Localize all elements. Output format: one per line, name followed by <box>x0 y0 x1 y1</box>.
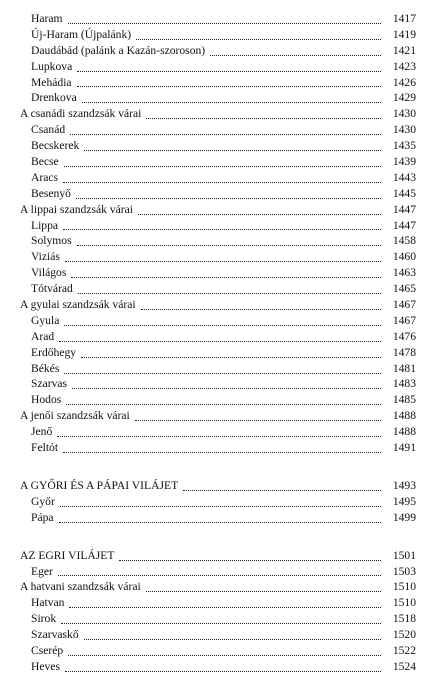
toc-entry <box>20 313 416 329</box>
toc-entry-line <box>31 440 416 456</box>
toc-entry <box>20 510 416 526</box>
dot-leader <box>58 575 381 576</box>
toc-entry-page-number: 1419 <box>392 27 416 41</box>
toc-entry-title: Mehádia <box>31 75 72 89</box>
dot-leader <box>72 388 381 389</box>
toc-entry-line <box>31 233 416 249</box>
toc-entry-page-number: 1439 <box>392 155 416 169</box>
toc-entry-title: Jenő <box>31 425 53 439</box>
toc-entry-title: Szarvas <box>31 377 68 391</box>
toc-entry-page-number: 1481 <box>392 361 416 375</box>
dot-leader <box>60 506 381 507</box>
toc-entry-title: Viziás <box>31 250 60 264</box>
toc-entry <box>20 627 416 643</box>
toc-entry-line <box>31 392 416 408</box>
toc-entry-page-number: 1485 <box>392 393 416 407</box>
toc-entry <box>20 265 416 281</box>
toc-entry-title: Aracs <box>31 170 59 184</box>
toc-entry-title: Cserép <box>31 643 64 657</box>
toc-entry-line <box>31 281 416 297</box>
toc-entry-page-number: 1488 <box>392 409 416 423</box>
toc-entry-title: Becse <box>31 155 59 169</box>
toc-entry-page-number: 1447 <box>392 218 416 232</box>
dot-leader <box>138 214 381 215</box>
dot-leader <box>77 71 381 72</box>
toc-section-entry <box>20 106 416 122</box>
toc-entry <box>20 27 416 43</box>
dot-leader <box>146 591 381 592</box>
toc-entry <box>20 233 416 249</box>
toc-entry-line <box>31 595 416 611</box>
toc-entry-line <box>31 90 416 106</box>
toc-entry-page-number: 1443 <box>392 170 416 184</box>
toc-entry-line <box>20 408 416 424</box>
toc-entry <box>20 329 416 345</box>
toc-entry <box>20 154 416 170</box>
toc-entry-line <box>31 154 416 170</box>
dot-leader <box>66 404 381 405</box>
toc-entry-page-number: 1518 <box>392 612 416 626</box>
toc-entry-line <box>31 659 416 675</box>
dot-leader <box>68 655 381 656</box>
toc-entry-page-number: 1467 <box>392 313 416 327</box>
toc-entry-title: Tótvárad <box>31 282 73 296</box>
toc-entry-page-number: 1495 <box>392 494 416 508</box>
toc-entry-page-number: 1493 <box>392 478 416 492</box>
dot-leader <box>146 118 381 119</box>
toc-section-entry <box>20 579 416 595</box>
toc-entry-page-number: 1463 <box>392 266 416 280</box>
toc-entry-page-number: 1421 <box>392 43 416 57</box>
dot-leader <box>70 134 381 135</box>
toc-entry-title: Új-Haram (Újpalánk) <box>31 27 132 41</box>
dot-leader <box>84 150 381 151</box>
toc-entry-page-number: 1435 <box>392 139 416 153</box>
dot-leader <box>68 23 381 24</box>
toc-entry-page-number: 1522 <box>392 643 416 657</box>
dot-leader <box>119 560 381 561</box>
toc-entry-line <box>31 361 416 377</box>
toc-entry <box>20 643 416 659</box>
toc-entry-title: A jenői szandzsák várai <box>20 409 130 423</box>
dot-leader <box>77 86 381 87</box>
toc-entry-title: A csanádi szandzsák várai <box>20 107 142 121</box>
toc-entry <box>20 345 416 361</box>
toc-entry <box>20 281 416 297</box>
dot-leader <box>141 309 381 310</box>
toc-entry-line <box>31 265 416 281</box>
toc-entry-title: Daudábád (palánk a Kazán-szoroson) <box>31 43 206 57</box>
toc-entry-title: A GYŐRI ÉS A PÁPAI VILÁJET <box>20 478 179 492</box>
dot-leader <box>81 357 381 358</box>
toc-entry-title: Solymos <box>31 234 72 248</box>
toc-entry-title: Pápa <box>31 510 54 524</box>
toc-entry-title: Lupkova <box>31 59 73 73</box>
toc-entry-page-number: 1430 <box>392 123 416 137</box>
toc-entry-page-number: 1465 <box>392 282 416 296</box>
dot-leader <box>71 277 381 278</box>
toc-entry <box>20 361 416 377</box>
toc-entry-title: Lippa <box>31 218 59 232</box>
toc-entry-line <box>20 297 416 313</box>
toc-entry-title: Csanád <box>31 123 66 137</box>
toc-entry-line <box>31 11 416 27</box>
toc-entry-page-number: 1426 <box>392 75 416 89</box>
toc-entry-line <box>31 643 416 659</box>
toc-entry-page-number: 1483 <box>392 377 416 391</box>
toc-entry-title: Gyula <box>31 313 60 327</box>
toc-entry-title: Hatvan <box>31 596 65 610</box>
dot-leader <box>69 607 381 608</box>
toc-entry <box>20 218 416 234</box>
toc-entry-title: Eger <box>31 564 53 578</box>
toc-entry-title: Erdőhegy <box>31 345 77 359</box>
toc-entry-line <box>31 138 416 154</box>
toc-entry-page-number: 1429 <box>392 91 416 105</box>
toc-entry-title: Győr <box>31 494 55 508</box>
toc-entry-line <box>31 170 416 186</box>
toc-entry-page-number: 1510 <box>392 596 416 610</box>
dot-leader <box>136 39 381 40</box>
dot-leader <box>64 166 381 167</box>
toc-entry <box>20 43 416 59</box>
toc-entry-title: A lippai szandzsák várai <box>20 202 133 216</box>
toc-entry-line <box>31 59 416 75</box>
toc-section-entry <box>20 297 416 313</box>
toc-entry <box>20 494 416 510</box>
dot-leader <box>210 55 381 56</box>
toc-entry <box>20 376 416 392</box>
dot-leader <box>61 623 381 624</box>
toc-entry-line <box>31 510 416 526</box>
toc-entry <box>20 440 416 456</box>
toc-entry-title: Besenyő <box>31 186 71 200</box>
dot-leader <box>63 452 381 453</box>
toc-section-entry <box>20 548 416 564</box>
toc-entry-line <box>31 329 416 345</box>
dot-leader <box>63 229 381 230</box>
toc-entry-line <box>20 202 416 218</box>
toc-entry-page-number: 1467 <box>392 298 416 312</box>
toc-entry-line <box>31 627 416 643</box>
toc-entry-line <box>31 494 416 510</box>
toc-section-entry <box>20 478 416 494</box>
toc-entry-title: AZ EGRI VILÁJET <box>20 548 115 562</box>
toc-entry-page-number: 1423 <box>392 59 416 73</box>
toc-entry <box>20 186 416 202</box>
dot-leader <box>77 245 381 246</box>
toc-entry-line <box>31 218 416 234</box>
toc-entry <box>20 392 416 408</box>
dot-leader <box>82 102 381 103</box>
dot-leader <box>65 671 381 672</box>
toc-section-entry <box>20 202 416 218</box>
toc-entry <box>20 59 416 75</box>
toc-entry-line <box>31 313 416 329</box>
toc-entry <box>20 90 416 106</box>
dot-leader <box>183 490 381 491</box>
toc-entry-title: Drenkova <box>31 91 77 105</box>
toc-entry-line <box>20 548 416 564</box>
toc-entry-line <box>31 186 416 202</box>
toc-entry-title: Heves <box>31 659 60 673</box>
dot-leader <box>63 182 381 183</box>
dot-leader <box>84 639 381 640</box>
dot-leader <box>65 261 381 262</box>
dot-leader <box>64 325 381 326</box>
toc-entry-line <box>20 579 416 595</box>
toc-entry-title: Feltót <box>31 441 59 455</box>
toc-entry <box>20 138 416 154</box>
toc-entry-line <box>20 106 416 122</box>
toc-entry-page-number: 1524 <box>392 659 416 673</box>
toc-entry-line <box>20 478 416 494</box>
toc-entry <box>20 170 416 186</box>
toc-entry-title: Becskerek <box>31 139 80 153</box>
toc-entry-page-number: 1503 <box>392 564 416 578</box>
toc-entry-page-number: 1520 <box>392 628 416 642</box>
toc-entry <box>20 611 416 627</box>
toc-entry-page-number: 1460 <box>392 250 416 264</box>
toc-entry-title: A hatvani szandzsák várai <box>20 580 141 594</box>
toc-entry <box>20 249 416 265</box>
toc-entry-line <box>31 424 416 440</box>
toc-entry-line <box>31 75 416 91</box>
toc-entry-page-number: 1417 <box>392 12 416 25</box>
dot-leader <box>59 522 381 523</box>
toc-entry-line <box>31 122 416 138</box>
table-of-contents <box>20 11 416 675</box>
toc-entry-line <box>31 43 416 59</box>
toc-entry-title: Hodos <box>31 393 62 407</box>
dot-leader <box>59 341 381 342</box>
toc-entry <box>20 564 416 580</box>
toc-entry-title: Világos <box>31 266 67 280</box>
toc-entry <box>20 11 416 27</box>
toc-entry-line <box>31 564 416 580</box>
toc-entry-title: Haram <box>31 12 63 25</box>
toc-section-entry <box>20 408 416 424</box>
toc-entry <box>20 595 416 611</box>
toc-entry-title: Sirok <box>31 612 57 626</box>
toc-entry-line <box>31 345 416 361</box>
toc-entry-page-number: 1491 <box>392 441 416 455</box>
toc-entry-line <box>31 27 416 43</box>
toc-entry <box>20 122 416 138</box>
toc-entry-page-number: 1445 <box>392 186 416 200</box>
dot-leader <box>135 420 381 421</box>
toc-entry-line <box>31 376 416 392</box>
dot-leader <box>57 436 381 437</box>
toc-entry <box>20 659 416 675</box>
dot-leader <box>64 373 381 374</box>
dot-leader <box>76 198 381 199</box>
toc-entry-page-number: 1447 <box>392 202 416 216</box>
toc-entry-page-number: 1510 <box>392 580 416 594</box>
dot-leader <box>78 293 381 294</box>
toc-entry <box>20 424 416 440</box>
toc-entry-title: Békés <box>31 361 60 375</box>
toc-entry-page-number: 1430 <box>392 107 416 121</box>
toc-entry-page-number: 1478 <box>392 345 416 359</box>
toc-entry-page-number: 1458 <box>392 234 416 248</box>
toc-entry-page-number: 1488 <box>392 425 416 439</box>
toc-entry-title: A gyulai szandzsák várai <box>20 298 136 312</box>
toc-entry-line <box>31 249 416 265</box>
toc-entry-line <box>31 611 416 627</box>
toc-entry-page-number: 1501 <box>392 548 416 562</box>
toc-entry-page-number: 1476 <box>392 329 416 343</box>
toc-entry <box>20 75 416 91</box>
toc-entry-page-number: 1499 <box>392 510 416 524</box>
toc-entry-title: Arad <box>31 329 55 343</box>
toc-entry-title: Szarvaskő <box>31 628 79 642</box>
